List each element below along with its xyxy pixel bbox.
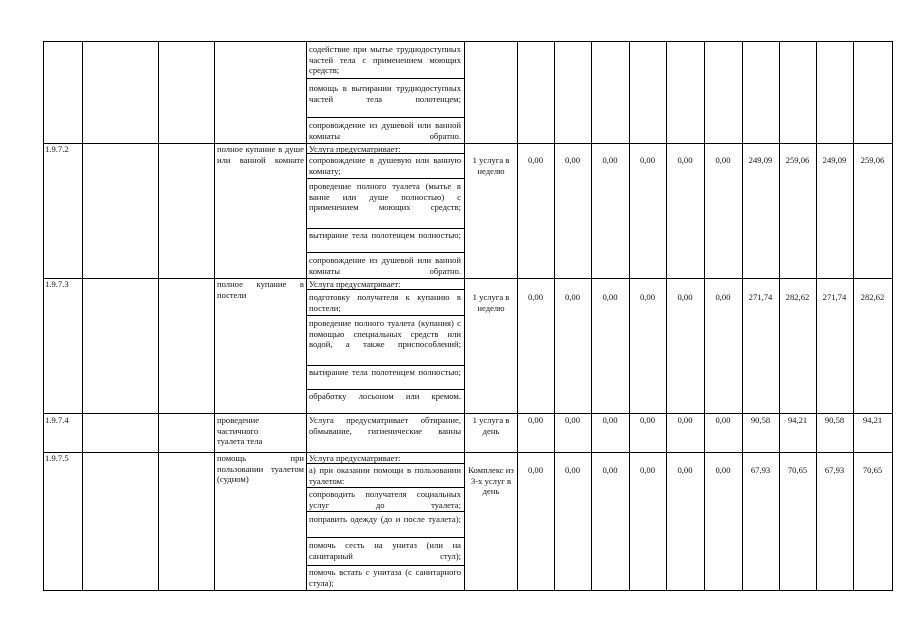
col-border [629, 41, 630, 591]
service-code: 1.9.7.2 [45, 144, 69, 154]
value-cell: 249,09 [822, 155, 847, 165]
item-border [306, 537, 464, 538]
value-cell: 0,00 [639, 155, 656, 165]
description-item: проведение полного туалета (купания) с помощью специальных средств или водой, а также приспособлений; [309, 318, 461, 350]
description-item: содействие при мытье труднодоступных частей тела с применением моющих средств; [309, 44, 461, 76]
value-cell: 0,00 [564, 155, 581, 165]
item-border [306, 565, 464, 566]
col-border [517, 41, 518, 591]
frequency: Комплекс из 3-х услуг в день [468, 465, 514, 497]
row-border [43, 143, 893, 144]
col-border [704, 41, 705, 591]
frequency: 1 услуга в неделю [472, 155, 510, 176]
item-border [306, 487, 464, 488]
description-header: Услуга предусматривает: [309, 453, 401, 463]
description-item: обработку лосьоном или кремом. [309, 391, 461, 401]
col-border [464, 41, 465, 591]
col-border [666, 41, 667, 591]
value-cell: 94,21 [862, 415, 883, 425]
value-cell: 67,93 [750, 465, 771, 475]
value-cell: 70,65 [862, 465, 883, 475]
col-border [779, 41, 780, 591]
col-border [43, 41, 44, 591]
value-cell: 0,00 [639, 415, 656, 425]
value-cell: 249,09 [748, 155, 773, 165]
value-cell: 271,74 [748, 292, 773, 302]
row-border [43, 278, 893, 279]
value-cell: 271,74 [822, 292, 847, 302]
description-item: помочь сесть на унитаз (или на санитарный стул); [309, 540, 461, 561]
item-border [306, 178, 464, 179]
value-cell: 0,00 [602, 465, 618, 475]
value-cell: 70,65 [787, 465, 808, 475]
frequency: 1 услуга в день [472, 415, 510, 436]
item-border [306, 315, 464, 316]
value-cell: 67,93 [824, 465, 845, 475]
value-cell: 0,00 [527, 465, 544, 475]
value-cell: 0,00 [715, 465, 731, 475]
value-cell: 0,00 [564, 292, 581, 302]
frequency: 1 услуга в неделю [472, 292, 510, 313]
value-cell: 0,00 [639, 465, 656, 475]
services-table [43, 41, 893, 591]
description-item: помощь в вытирании труднодоступных частей тела полотенцем; [309, 83, 461, 104]
value-cell: 0,00 [564, 465, 581, 475]
value-cell: 90,58 [750, 415, 771, 425]
item-border [306, 78, 464, 79]
row-border [43, 413, 893, 414]
description-item: помочь встать с унитаза (с санитарного стула); [309, 567, 461, 588]
col-border [742, 41, 743, 591]
service-name: полное купание в постели [217, 279, 304, 300]
description-item: а) при оказании помощи в пользовании туалетом: [309, 465, 461, 486]
description-item: сопровождение из душевой или ванной комнаты обратно. [309, 120, 461, 141]
description-header: Услуга предусматривает: [309, 144, 401, 154]
value-cell: 0,00 [564, 415, 581, 425]
row-border [43, 41, 893, 42]
description-item: сопроводить получателя социальных услуг до туалета; [309, 489, 461, 510]
value-cell: 0,00 [715, 292, 731, 302]
value-cell: 0,00 [639, 292, 656, 302]
col-border [591, 41, 592, 591]
item-border [306, 228, 464, 229]
col-border [892, 41, 893, 591]
value-cell: 259,06 [860, 155, 885, 165]
value-cell: 259,06 [785, 155, 810, 165]
item-border [306, 252, 464, 253]
row-border [43, 590, 893, 591]
description-item: сопровождение из душевой или ванной комнаты обратно. [309, 255, 461, 276]
col-border [853, 41, 854, 591]
description-item: проведение полного туалета (мытье в ванне или душе полностью) с применением моющих средств; [309, 181, 461, 213]
value-cell: 282,62 [785, 292, 810, 302]
col-border [158, 41, 159, 591]
item-border [306, 365, 464, 366]
description-item: подготовку получателя к купанию в постели; [309, 292, 461, 313]
service-code: 1.9.7.5 [45, 453, 69, 463]
description-item: вытирание тела полотенцем полностью; [309, 367, 461, 377]
value-cell: 0,00 [602, 292, 618, 302]
value-cell: 90,58 [824, 415, 845, 425]
service-code: 1.9.7.3 [45, 279, 69, 289]
description-header: Услуга предусматривает: [309, 279, 401, 289]
service-name: помощь при пользовании туалетом (судном) [217, 453, 304, 485]
description-item: поправить одежду (до и после туалета); [309, 514, 461, 524]
value-cell: 282,62 [860, 292, 885, 302]
col-border [214, 41, 215, 591]
value-cell: 0,00 [677, 465, 693, 475]
col-border [82, 41, 83, 591]
value-cell: 0,00 [602, 155, 618, 165]
value-cell: 0,00 [677, 155, 693, 165]
value-cell: 0,00 [677, 415, 693, 425]
value-cell: 0,00 [602, 415, 618, 425]
service-code: 1.9.7.4 [45, 415, 69, 425]
value-cell: 0,00 [527, 155, 544, 165]
service-name: полное купание в душе или ванной комнате [217, 144, 304, 165]
value-cell: 0,00 [527, 415, 544, 425]
col-border [554, 41, 555, 591]
item-border [306, 389, 464, 390]
value-cell: 94,21 [787, 415, 808, 425]
item-border [306, 117, 464, 118]
col-border [306, 41, 307, 591]
service-name: проведение частичного туалета тела [217, 415, 263, 447]
value-cell: 0,00 [715, 415, 731, 425]
description-item: сопровождение в душевую или ванную комнату; [309, 155, 461, 176]
row-border [43, 452, 893, 453]
value-cell: 0,00 [677, 292, 693, 302]
value-cell: 0,00 [715, 155, 731, 165]
description-header: Услуга предусматривает обтирание, обмывание, гигиенические ванны [309, 415, 461, 436]
col-border [816, 41, 817, 591]
item-border [306, 511, 464, 512]
description-item: вытирание тела полотенцем полностью; [309, 230, 461, 240]
value-cell: 0,00 [527, 292, 544, 302]
